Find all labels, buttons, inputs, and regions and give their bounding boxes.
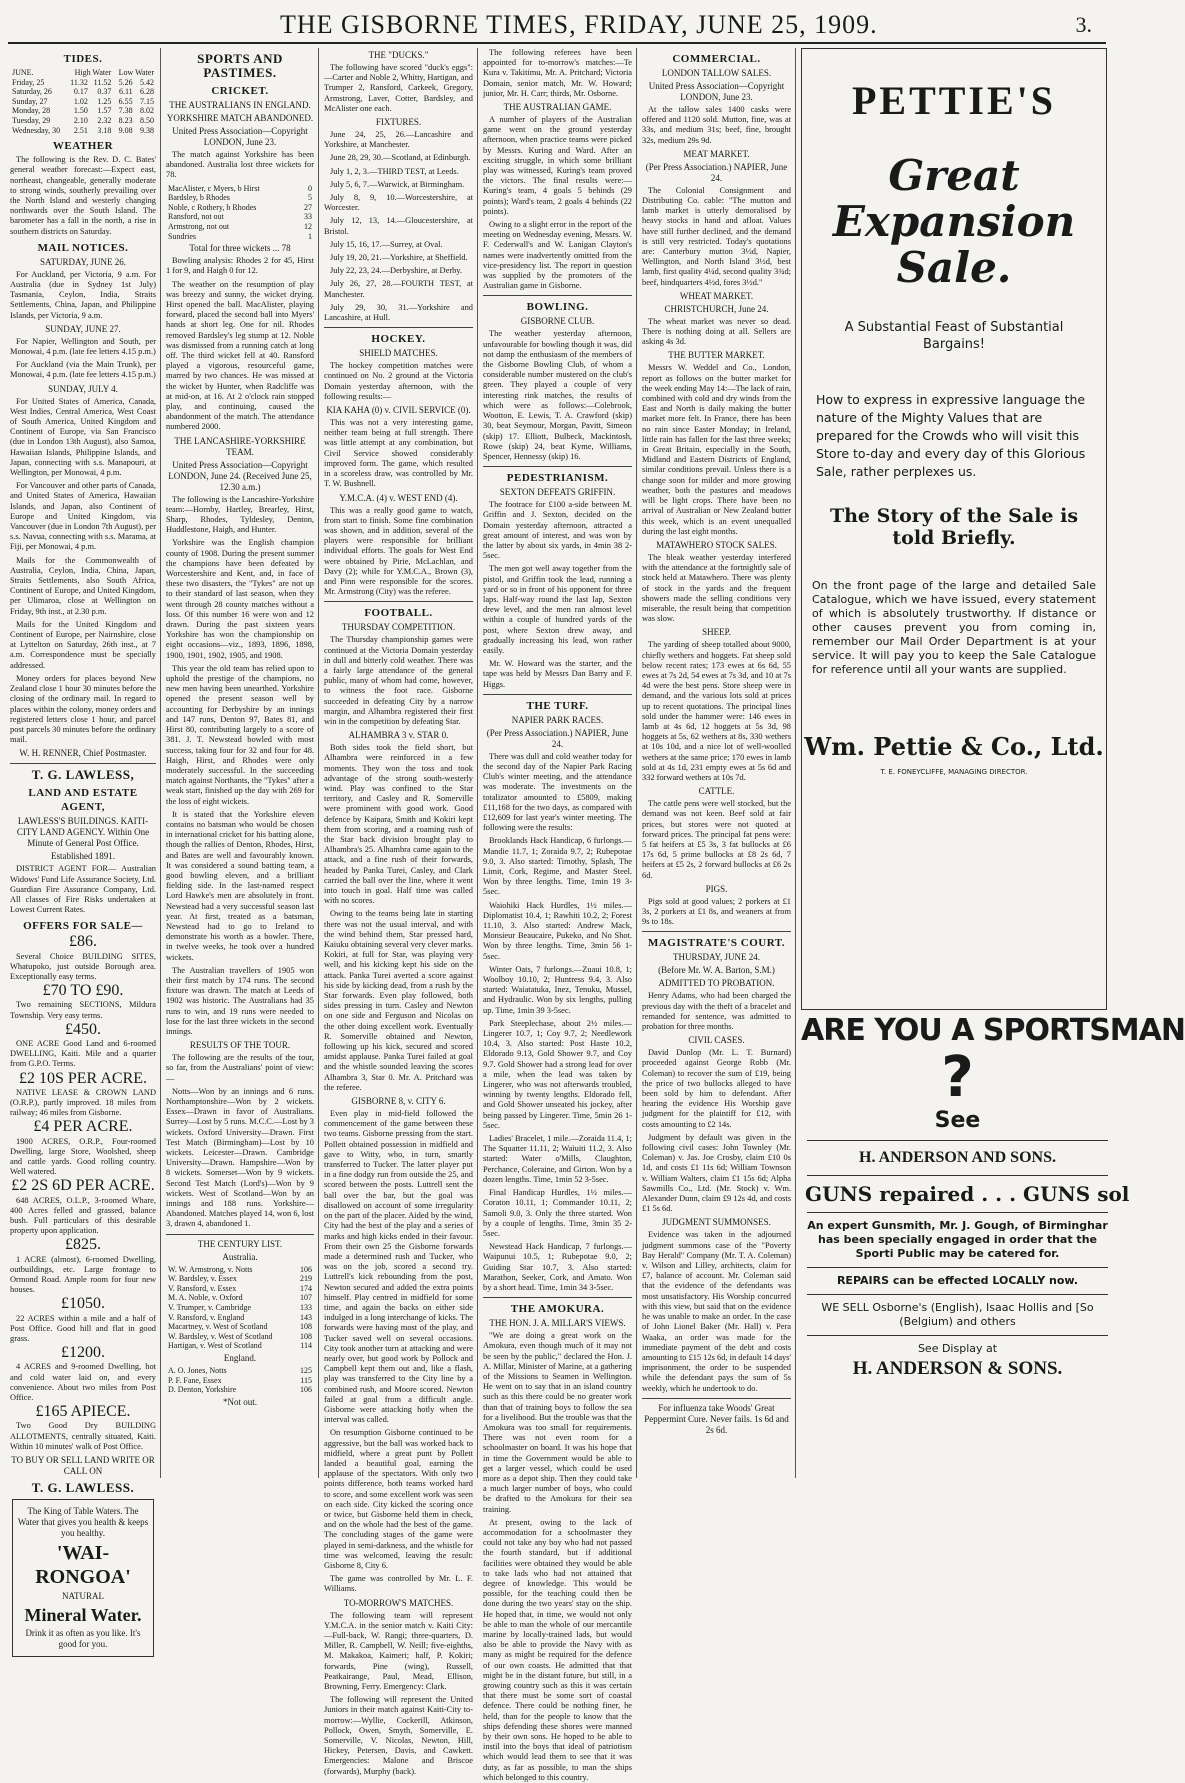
table-row: Wednesday, 30 2.51 3.18 9.08 9.38: [12, 125, 154, 135]
ad-headline: Sale.: [896, 243, 1012, 292]
table-row: Noble, c Rothery, b Rhodes 27: [168, 202, 312, 212]
century-table: [166, 1366, 314, 1395]
article-text: Waiohiki Hack Hurdles, 1½ miles.—Diplomatist 10.4, 1; Rawhiti 10.2, 2; Forest 11.10, 3. Also started: Andrew Mack, Monsieur Beaucaire, Pukeko, and No Shot. Won by three lengths. Time, 3min 56 1-5sec.: [483, 900, 632, 961]
listing-text: ONE ACRE Good Land and 6-roomed DWELLING, Kaiti. Mile and a quarter from G.P.O. Terms.: [10, 1038, 156, 1069]
article-text: The hockey competition matches were continued on No. 2 ground at the Victoria Domain yesterday afternoon, with the following results:—: [324, 361, 473, 401]
article-text: Henry Adams, who had been charged the previous day with the theft of a bracelet and remanded for sentence, was admitted to probation for three months.: [642, 991, 791, 1032]
subheading: MEAT MARKET.: [683, 148, 750, 159]
article-text: Final Handicap Hurdles, 1½ miles.—Coraton 10.11, 1; Commander 10.11, 2; Samoli 9.0, 3. Only the three started. Won by a couple of lengths. Time, 3min 35 2-5sec.: [483, 1188, 632, 1238]
page-number: 3.: [1075, 12, 1092, 37]
agent-text: DISTRICT AGENT FOR— Australian Widows' Fund Life Assurance Society, Ltd. Guardian Fire Assurance Company, Ltd. All classes of Fire Risks undertaken at Lowest Current Rates.: [10, 864, 156, 915]
subheading: CIVIL CASES.: [688, 1035, 745, 1046]
ad-body: REPAIRS can be effected LOCALLY now.: [836, 1274, 1079, 1287]
list-item: July 1, 2, 3.—THIRD TEST, at Leeds.: [330, 166, 459, 176]
subheading: THURSDAY COMPETITION.: [341, 622, 456, 633]
dateline: (Before Mr. W. A. Barton, S.M.): [658, 965, 775, 976]
divider: [483, 694, 632, 695]
subheading: PIGS.: [705, 883, 728, 894]
subheading: ALHAMBRA 3 v. STAR 0.: [348, 730, 449, 741]
dateline: United Press Association—Copyright LONDON, June 23.: [648, 81, 785, 102]
divider: [483, 1297, 632, 1298]
subheading: Australia.: [222, 1251, 258, 1262]
price: £1050.: [61, 1295, 105, 1313]
table-row: P. F. Fane, Essex 115: [168, 1375, 312, 1385]
call-to-action: TO BUY OR SELL LAND WRITE OR CALL ON: [11, 1455, 155, 1477]
table-row: W. Bardsley, v. Essex 219: [168, 1274, 312, 1284]
table-row: W. Bardsley, v. West of Scotland 108: [168, 1331, 312, 1341]
column-1: [10, 48, 156, 1650]
article-text: Newstead Hack Handicap, 7 furlongs.—Waipunui 10.5, 1; Rubepotae 9.0, 2; Guiding Star 10.7, 3. Also started: Marathon, Seeker, Cork, and Amato. Won by a short head. Time, 1min 34 3-5sec.: [483, 1242, 632, 1292]
article-text: Ladies' Bracelet, 1 mile.—Zoraida 11.4, 1; The Squatter 11.11, 2; Waiuiti 11.2, 3. Also started: Water o'Mills, Claughton, Perchance, Coleraine, and Girton. Won by a dozen lengths. Time, 1min 52 3-5sec.: [483, 1134, 632, 1184]
article-text: Pigs sold at good values; 2 porkers at £1 3s, 2 porkers at £1 8s, and weaners at from 9s to 18s.: [642, 896, 791, 927]
section-heading: SPORTS AND PASTIMES.: [197, 51, 283, 80]
subheading: WHEAT MARKET.: [679, 290, 754, 301]
article-text: David Dunlop (Mr. L. T. Burnard) proceeded against George Robb (Mr. Coleman) to recover the sum of £19, being the price of two bullocks alleged to have been sold by him to defendant. After hearing the evidence His Worship gave judgment for the plaintiff for £12, with costs amounting to £2 14s.: [642, 1048, 791, 1129]
mail-text: For Napier, Wellington and South, per Monowai, 4 p.m. (late fee letters 4.15 p.m.): [10, 336, 156, 356]
article-text: Even play in mid-field followed the commencement of the game between these two teams. Gisborne pressing from the start. Pollett obtained possession in midfield and gave to Witty, who, in turn, smartly transferred to Tucker. The latter player put in a fine dodgy run from outside the 25, and scored between the posts. Luttrell sent the ball over the bar, but the goal was disallowed on account of some irregularity on the part of the placer. Aided by the wind, City had the best of the play and a series of marks and high kicks ended in their favour. From their own 25 the Gisborne forwards made a determined rush and Tucker, who was on the job, scored a second try. Luttrell's kick rebounding from the post, Newton secured and added the extra points himself. Play centred in midfield for some time, and again the backs on either side indulged in a long interchange of kicks. The forwards were having most of the play, and Tucker saved well on several occasions. City took another turn at attacking and were nearly over, but good work by Pollock and Campbell kept them out and, like a flash, play was transferred to the City line by a combined rush, and Moore scored. Newton failed at goal from a difficult angle. Gisborne were attacking hotly when the interval was called.: [324, 1109, 473, 1425]
subheading: SHIELD MATCHES.: [359, 348, 438, 359]
ad-label: See: [934, 1108, 981, 1133]
anderson-guns-ad: [801, 1013, 1185, 1476]
divider: [324, 327, 473, 328]
list-item: July 26, 27, 28.—FOURTH TEST, at Manchester.: [324, 279, 473, 299]
column-divider: [160, 48, 161, 1478]
article-text: The following is the Lancashire-Yorkshire team:—Hornby, Hartley, Brearley, Hirst, Sharp, Rhodes, Tyldesley, Denton, Huddlestone, Haigh, and Hunter.: [166, 494, 314, 535]
article-text: The yarding of sheep totalled about 9000, chiefly wethers and hoggets. Fat sheep sold below recent rates; 173 ewes at 6s 6d, 55 ewes at 7s 2d, 54 ewes at 7s 3d, and 10 at 7s 4d were the best pens. Store sheep were in demand, and the various lots sold at prices up to recent quotations. The principal lines sold under the hammer were: 146 ewes in lamb at 4s 6d, 12 hoggets at 5s 3d, 98 hoggets at 5s, 62 wethers at 8s, 330 wethers at 10s 10d, and a nice lot of well-woolled wethers at the same price; 170 ewes in lamb sold at 4s 1d, 231 empty ewes at 5s 6d and 332 forward wethers at 10s 7d.: [642, 640, 791, 782]
offers-heading: OFFERS FOR SALE—: [23, 920, 143, 933]
ad-body: An expert Gunsmith, Mr. J. Gough, of Birminghar has been specially engaged in order that the Sporti Public may be catered for.: [807, 1219, 1108, 1260]
weather-text: The following is the Rev. D. C. Bates' general weather forecast:—Expect east, northeast, changeable, generally moderate to strong winds, southerly prevailing over the North Island and westerly changing northwards over the South Island. The barometer has a fall in the north, a rise in southern districts on Saturday.: [10, 155, 156, 236]
ad-subheadline: GUNS repaired . . . GUNS sol: [805, 1182, 1130, 1206]
subheading: Y.M.C.A. (4) v. WEST END (4).: [339, 492, 458, 503]
column-divider: [318, 48, 319, 1478]
ad-headline: ARE YOU A SPORTSMAN: [801, 1013, 1185, 1048]
article-text: Winter Oats, 7 furlongs.—Zuaui 10.8, 1; Woolboy 10.10, 2; Huntress 9.4, 3. Also started: Waiatatuka, Inez, Tenuku, Mussel, and Hydraulic. Won by six lengths, pulling up. Time, 1min 39 3-5sec.: [483, 964, 632, 1015]
mail-heading: MAIL NOTICES.: [37, 241, 129, 254]
pettie-sale-ad: [801, 48, 1107, 1010]
mail-date: SATURDAY, JUNE 26.: [39, 256, 127, 267]
ad-body: On the front page of the large and detailed Sale Catalogue, which we have issued, every statement of which is absolutely trustworthy. If distance or other causes prevent you from coming in, remember our Mail Order Department is at your service. It will pay you to keep the Sale Catalogue for reference until all your wants are supplied.: [812, 579, 1096, 676]
list-item: June 24, 25, 26.—Lancashire and Yorkshire, at Manchester.: [324, 130, 473, 150]
dateline: CHRISTCHURCH, June 24.: [664, 303, 769, 314]
advertiser-role: LAND AND ESTATE AGENT,: [28, 787, 138, 814]
price: £450.: [65, 1020, 101, 1038]
subheading: THE HON. J. A. MILLAR'S VIEWS.: [489, 1318, 626, 1329]
subheading: LONDON TALLOW SALES.: [661, 68, 772, 78]
question-mark: ?: [941, 1045, 974, 1110]
article-text: Park Steeplechase, about 2½ miles.—Lingerer 10.7, 1; Coy 9.7, 2; Needlework 10.4, 3. Also started: Post Haste 10.2, Eldorado 9.13, Gold Shower 9.7, and Coy 9.7. Gold Shower had a strong lead for over a mile, when the lead was taken by Lingerer, who was not afterwards troubled, winning by twenty lengths. Eldorado fell, and Gold Shower unseated his jockey, after being passed by Lingerer. Time, 5min 26 1-5sec.: [483, 1018, 632, 1130]
list-item: July 22, 23, 24.—Derbyshire, at Derby.: [330, 266, 463, 276]
list-item: July 29, 30, 31.—Yorkshire and Lancashire, at Hull.: [324, 302, 473, 323]
brand-name: 'WAI-RONGOA': [35, 1542, 131, 1589]
subheading: GISBORNE CLUB.: [520, 316, 595, 327]
dateline: (Per Press Association.) NAPIER, June 24.: [486, 727, 629, 749]
table-row: V. Ransford, v. Essex 174: [168, 1283, 312, 1293]
subheading: FIXTURES.: [375, 117, 422, 128]
article-text: The footrace for £100 a-side between M. Griffin and J. Sexton, decided on the Domain yesterday afternoon, attracted a great amount of interest, and was won by the latter by about six yards, in 4min 38 2-5sec.: [483, 500, 632, 561]
column-divider: [795, 48, 796, 1478]
table-row: Saturday, 26 0.17 0.37 6.11 6.28: [12, 87, 154, 97]
court-heading: MAGISTRATE'S COURT.: [647, 937, 786, 950]
cricket-heading: CRICKET.: [211, 85, 269, 97]
divider: [10, 763, 156, 764]
subheading: CATTLE.: [698, 786, 735, 797]
divider: [166, 1234, 314, 1235]
article-text: This year the old team has relied upon to uphold the prestige of the champions, no new men having been unearthed. Yorkshire opened the present season well by accounting for Derbyshire by an innings and 147 runs, Denton 97, Bates 81, and Hirst 80, contributing largely to a score of 381. J. T. Newstead bowled with most success, taking four for 32 and four for 48. Haigh, Hirst, and Rhodes were only moderately successful. In the succeeding match against Northants, the "Tykes" after a weak start, finished up the day with 269 for the loss of eight wickets.: [166, 663, 314, 806]
newspaper-title: THE GISBORNE TIMES, FRIDAY, JUNE 25, 1909.: [280, 10, 878, 39]
table-row: Ransford, not out 33: [168, 212, 312, 222]
column-divider: [477, 48, 478, 1478]
ad-label: See Display at: [917, 1342, 998, 1355]
subheading: MATAWHERO STOCK SALES.: [656, 539, 777, 550]
article-text: A number of players of the Australian game went on the ground yesterday afternoon, when practice teams were picked by Messrs. Kuring and Ward. After an exciting struggle, in which some brilliant play was witnessed, Kuring's team proved the victors. The final results were:—Kuring's team, 4 goals 5 behinds (29 points); Ward's team, 2 goals 4 behinds (22 points).: [483, 115, 632, 216]
article-text: The cattle pens were well stocked, but the demand was not keen. Beef sold at fair prices, but stores were not quoted at forward prices. The principal fat pens were: 5 fat heifers at £5 3s, 3 fat bullocks at £6 17s 6d, 5 prime bullocks at £8 2s 6d, 7 heifers at £5 2s, 2 forward bullocks at £6 2s 6d.: [642, 799, 791, 880]
list-item: June 28, 29, 30.—Scotland, at Edinburgh.: [330, 153, 471, 163]
article-text: At the tallow sales 1400 casks were offered and 1120 sold. Mutton, fine, was at 33s, and medium 31s; beef, fine, brought 32s, medium 29s 9d.: [642, 105, 791, 145]
article-text: The wheat market was never so dead. There is nothing doing at all. Sellers are asking 4s 3d.: [642, 316, 791, 347]
column-5: [642, 48, 791, 1478]
dateline: United Press Association—Copyright LONDON, June 24. (Received June 25, 12.30 a.m.): [168, 459, 312, 492]
list-item: July 5, 6, 7.—Warwick, at Birmingham.: [330, 179, 465, 189]
table-row: Monday, 28 1.50 1.57 7.38 8.02: [12, 106, 154, 116]
listing-text: 22 ACRES within a mile and a half of Post Office. Good hill and flat in good grass.: [10, 1313, 156, 1344]
list-item: July 19, 20, 21.—Yorkshire, at Sheffield.: [330, 253, 468, 263]
mail-text: For United States of America, Canada, West Indies, Central America, West Coast of South America, United Kingdom and Continent of Europe, via San Francisco (due in London 13th August), also Samoa, Hawaiian Islands, Philippine Islands, and Japan, connecting with s.s. Manapouri, at Wellington, per Monowai, 4 p.m.: [10, 396, 156, 478]
article-text: The weather yesterday afternoon, unfavourable for bowling though it was, did not damp the enthusiasm of the members of the Gisborne Bowling Club, of whom a considerable number mustered on the club's green. They played a couple of very interesting rink matches, the results of which were as follows:—Colebrook, Wootton, E. Lewis, T. A. Crawford (skip) 30, beat Seymour, Morgan, Pavitt, Simeon (skip) 17. Elliott, Bulbeck, Mackintosh, Rowe (skip) 24, beat Kyme, Williams, Spencer, Hennessy (skip) 16.: [483, 329, 632, 461]
price: £2 10S PER ACRE.: [18, 1069, 148, 1087]
subheading: THE CENTURY LIST.: [197, 1238, 283, 1249]
dateline: (Per Press Association.) NAPIER, June 24.: [645, 161, 788, 183]
ad-subheadline: The Story of the Sale is told Briefly.: [829, 505, 1079, 549]
subheading: KIA KAHA (0) v. CIVIL SERVICE (0).: [326, 405, 471, 416]
article-text: There was dull and cold weather today for the second day of the Napier Park Racing Club's winter meeting, and the attendance was moderate. The investments on the totalizator amounted to £5809, making £11,168 for the two days, as compared with £12,609 for last year's winter meeting. The following were the results:: [483, 751, 632, 833]
listing-text: 648 ACRES, O.L.P., 3-roomed Whare, 400 Acres felled and grassed, balance bush. Full particulars of this desirable property upon application.: [10, 1195, 156, 1236]
turf-heading: THE TURF.: [526, 699, 589, 712]
article-text: The match against Yorkshire has been abandoned. Australia lost three wickets for 78.: [166, 150, 314, 180]
masthead-rule: [8, 42, 1106, 44]
subheading: THE BUTTER MARKET.: [668, 350, 765, 361]
article-text: The Australian travellers of 1905 won their first match by 174 runs. The second fixture was drawn. The match at Leeds of 1902 was historic. The Australians had 35 runs to win, and 19 runs were needed to lose for the last three wickets in the second innings.: [166, 965, 314, 1036]
weather-heading: WEATHER: [52, 140, 114, 153]
article-text: Notts—Won by an innings and 6 runs. Northamptonshire—Won by 2 wickets. Essex—Drawn in favor of Australians. Surrey—Lost by 5 runs. M.C.C.—Lost by 3 wickets. Oxford University—Drawn. First Test Match (Birmingham)—Lost by 10 wickets. Leicester—Drawn. Cambridge University—Drawn. Hampshire—Won by 8 wickets. Somerset—Won by 9 wickets. Second Test Match (Lord's)—Won by 9 wickets. West of Scotland—Won by an innings and 188 runs. Yorkshire—Abandoned. Matches played 14, won 6, lost 3, drawn 4, abandoned 1.: [166, 1086, 314, 1229]
subheading: NAPIER PARK RACES.: [511, 714, 604, 725]
article-text: Owing to a slight error in the report of the meeting on Wednesday evening, Messrs. W. F. Cederwall's and W. Lanigan Clayton's names were inadvertently omitted from the vice-presidency list. The report in question was supplied by the promoters of the Australian game in Gisborne.: [483, 220, 632, 291]
table-row: A. O. Jones, Notts 125: [168, 1365, 312, 1375]
price: £165 APIECE.: [35, 1403, 131, 1421]
table-row: MacAlister, c Myers, b Hirst 0: [168, 183, 312, 193]
brand-name: PETTIE'S: [851, 78, 1057, 123]
table-row: Sunday, 27 1.02 1.25 6.55 7.15: [12, 96, 154, 106]
table-row: W. W. Armstrong, v. Notts 106: [168, 1264, 312, 1274]
ad-headline: Expansion: [832, 197, 1076, 246]
subheading: THE AUSTRALIAN GAME.: [503, 102, 612, 113]
column-4: [483, 48, 632, 1782]
list-item: July 15, 16, 17.—Surrey, at Oval.: [330, 239, 443, 249]
tides-heading: TIDES.: [63, 53, 103, 65]
century-table: [166, 1265, 314, 1351]
pedestrianism-heading: PEDESTRIANISM.: [506, 472, 609, 485]
article-text: Mr. W. Howard was the starter, and the tape was held by Messrs Dan Barry and F. Higgs.: [483, 659, 632, 689]
table-row: Macartney, v. West of Scotland 108: [168, 1322, 312, 1332]
price: £1200.: [61, 1344, 105, 1362]
mail-text: For Auckland (via the Main Trunk), per Monowai, 4 p.m. (late fee letters 4.15 p.m.): [10, 360, 156, 380]
article-text: The bleak weather yesterday interfered with the attendance at the fortnightly sale of stock held at Matawhero. There was plenty of stock in the yards and the frequent showers made the selling conditions very miserable, the result being that competition was slow.: [642, 552, 791, 624]
subheading: SEXTON DEFEATS GRIFFIN.: [499, 487, 616, 498]
subheading: YORKSHIRE MATCH ABANDONED.: [166, 113, 314, 123]
listing-text: Two Good Dry BUILDING ALLOTMENTS, centrally situated, Kaiti. Within 10 minutes' walk of Post Office.: [10, 1421, 156, 1451]
table-row: Sundries 1: [168, 231, 312, 241]
subheading: THE AUSTRALIANS IN ENGLAND.: [169, 100, 311, 110]
article-text: The men got well away together from the pistol, and Griffin took the lead, running a yard or so in front of his opponent for three laps. Half-way round the last lap, Sexton drew level, and the men ran almost level within a couple of hundred yards of the post, where Sexton drew away, and gradually increasing his lead, won rather easily.: [483, 564, 632, 655]
article-text: At present, owing to the lack of accommodation for a schoolmaster they could not take any boy who had not passed the fourth standard, but if additional facilities were obtained they would be able to take lads who had not attained that degree of knowledge. This would be possible, for the teaching could then be done during the two years' stay on the ship. He hoped that, in time, we would not only be able to man the whole of our mercantile marine by locally-trained lads, but would also be able to provide the Navy with as many as might be required for the defence of our own coasts. He admitted that that might be in the distant future, but still, in a growing country such as this it was certain that there must be some sort of coastal defence. There could be nothing finer, he held, than for the people to know that the ships defending these shores were manned by their own sons. He hoped to be able to instil into the boys that ideal of patriotism which would lead them to see that it was duty, as far as possible, to man the ships which belonged to this country.: [483, 1517, 632, 1782]
influenza-ad: For influenza take Woods' Great Peppermint Cure. Never fails. 1s 6d and 2s 6d.: [644, 1402, 789, 1435]
column-divider: [636, 48, 637, 1478]
football-heading: FOOTBALL.: [364, 607, 433, 620]
table-row: M. A. Noble, v. Oxford 107: [168, 1293, 312, 1303]
price: £825.: [65, 1236, 101, 1254]
list-item: July 12, 13, 14.—Gloucestershire, at Bristol.: [324, 216, 473, 236]
masthead: [0, 8, 1114, 38]
article-text: Yorkshire was the English champion county of 1908. During the present summer the champions have been defeated by Worcestershire and Kent, and, in face of these two disasters, the "Tykes" are not up to their standard of last season, when they went through 28 county matches without a loss. Of this number 16 were won and 12 drawn. During the past sixteen years Yorkshire has won the championship on eight occasions—viz., 1893, 1896, 1898, 1900, 1901, 1902, 1905, and 1908.: [166, 538, 314, 660]
article-text: Owing to the teams being late in starting there was not the usual interval, and with the wind behind them, Star pressed hard, Kaiuku obtaining several very clever marks. Kokiri, at full for Star, was playing very well, and his kicking kept his side on the attack. Panka Turei averted a score against his side by kicking dead, from a rush by the Star forwards. Even play followed, both sides pressing in turn. Casley and Newton on one side and Ferguson and Nicolas on the other doing excellent work. Eventually R. Somerville obtained and Newton, following up his kick, secured and scored amidst applause. Panka Turei failed at goal and the whistle sounded leaving the scores Alhambra 3, Star 0. Mr. A. Pritchard was the referee.: [324, 909, 473, 1092]
divider: [324, 601, 473, 602]
listing-text: 1 ACRE (almost), 6-roomed Dwelling, outbuildings, etc. Large frontage to Ormond Road. Ample room for four new houses.: [10, 1254, 156, 1295]
mail-date: SUNDAY, JULY 4.: [48, 383, 118, 394]
article-text: The following have scored "duck's eggs":—Carter and Noble 2, Whitty, Hartigan, and Trumper 2, Ransford, Carkeek, Gregory, Armstrong, Laver, Cotter, Bardsley, and McAlister one each.: [324, 63, 473, 113]
listing-text: 1900 ACRES, O.R.P., Four-roomed Dwelling, large Store, Woolshed, sheep and cattle yards. Good rolling country. Well watered.: [10, 1136, 156, 1177]
listing-text: NATIVE LEASE & CROWN LAND (O.R.P.), partly improved. 18 miles from railway; 46 miles from Gisborne.: [10, 1087, 156, 1118]
listing-text: 4 ACRES and 9-roomed Dwelling, hot and cold water laid on, and every convenience. About two miles from Post Office.: [10, 1362, 156, 1403]
table-header: JUNE.: [12, 68, 34, 77]
article-text: Judgment by default was given in the following civil cases: John Townley (Mr. Coleman) v. Jas. Joe Crosby, claim £10 0s 1d, and costs £1 11s 6d; William Townson v. William Walters, claim £1 15s 6d; Alpha Sawmills Co., Ltd. (Mr. Stock) v. Wm. Alexander Dunn, claim £9 12s 4d, and costs £1 5s 6d.: [642, 1132, 791, 1214]
ad-headline: Great: [888, 151, 1020, 200]
company-name: H. ANDERSON AND SONS.: [859, 1149, 1056, 1166]
advertiser-name: T. G. LAWLESS,: [31, 767, 135, 783]
advertiser-signature: T. G. LAWLESS.: [31, 1480, 135, 1496]
table-row: V. Ransford, v. England 143: [168, 1312, 312, 1322]
price: £2 2S 6D PER ACRE.: [11, 1177, 155, 1195]
article-text: The game was controlled by Mr. L. F. Williams.: [324, 1574, 473, 1594]
mail-date: SUNDAY, JUNE 27.: [45, 323, 121, 334]
score-table: [166, 184, 314, 242]
article-text: The Thursday championship games were continued at the Victoria Domain yesterday in dull and bitterly cold weather. There was a fairly large attendance of the general public, many of whom had come, however, to witness the foot race. Gisborne succeeded in defeating City by a narrow margin, and Alhambra registered their first win in the competition by defeating Star.: [324, 635, 473, 726]
article-text: The weather on the resumption of play was breezy and sunny, the wicket drying. Hirst opened the ball. MacAlister, playing forward, placed the second ball into Myers' hands at short leg. One for nil. Rhodes removed Bardsley's leg stump at 12. Noble was dismissed from a running catch at long off. The third wicket fell at 40. Ransford played a vigorous, resourceful game, marred by two chances. He was missed at the wicket by Hunter, when Radcliffe was at mid-on, at 16. At 2 o'clock rain stopped play, and continuing, caused the abandonment of the match. The attendance numbered 2000.: [166, 279, 314, 432]
divider: [642, 1398, 791, 1399]
table-row: Bardsley, b Rhodes 5: [168, 193, 312, 203]
article-text: The following are the results of the tour, so far, from the Australians' point of view:—: [166, 1053, 314, 1083]
article-text: The Colonial Consignment and Distributing Co. cable: "The mutton and lamb market is utterly demoralised by heavy stocks in hand and afloat. Values have still further declined, and the demand is still very restricted. Today's quotations are: Canterbury mutton 3½d, Napier, Wellington, and North Island 3½d, best lamb, first quality 4¼d, second quality 3¾d; beef, hindquarters 4½d, fores 3½d.": [642, 185, 791, 287]
company-name: Wm. Pettie & Co., Ltd.: [804, 732, 1104, 761]
amokura-heading: THE AMOKURA.: [510, 1303, 605, 1316]
footnote: *Not out.: [222, 1396, 257, 1407]
subheading: ADMITTED TO PROBATION.: [658, 978, 775, 989]
price: £70 TO £90.: [42, 982, 124, 1000]
article-text: This was a really good game to watch, from start to finish. Some fine combination was shown, and in addition, several of the players were responsible for brilliant individual efforts. The goals for West End were obtained by Pirie, McLachlan, and Davy (2); while for Y.M.C.A., Brown (3), and Pinn were responsible for the scores. Mr. Armstrong (City) was the referee.: [324, 505, 473, 597]
article-text: Brooklands Hack Handicap, 6 furlongs.—Mandie 11.7, 1; Zoraida 9.7, 2; Rubepotae 9.0, 3. Also started: Timothy, Splash, The Limit, Cork, Regime, and Master Steel. Won by three lengths. Time, 1min 19 3-5sec.: [483, 836, 632, 897]
subheading: GISBORNE 8, v. CITY 6.: [351, 1096, 446, 1107]
list-item: July 8, 9, 10.—Worcestershire, at Worcester.: [324, 193, 473, 213]
mail-signature: W. H. RENNER, Chief Postmaster.: [19, 748, 147, 759]
article-text: This was not a very interesting game, neither team being at full strength. There was little attempt at any combination, but Civil Service showed considerably improved form. The game, which resulted in a scoreless draw, was controlled by Mr. T. W. Bushnell.: [324, 418, 473, 489]
article-text: Messrs W. Weddel and Co., London, report as follows on the butter market for the week ending May 14:—The lack of rain, combined with cold and dry winds from the East and North is daily making the butter market more felt. In France, there has been no rain since Easter Monday; in Ireland, little rain has fallen for the last three weeks; in Great Britain, especially in the South, Midland and Eastern Districts of England, similar conditions prevail. Unless there is a change soon for milder and more growing weather, both the pastures and meadows will be light crops. There have been no arrival of Australian or New Zealand butter this week, which is an event unequalled during the last eight months.: [642, 363, 791, 536]
bowling-heading: BOWLING.: [526, 301, 589, 314]
ad-tagline: Drink it as often as you like. It's good for you.: [25, 1628, 141, 1650]
listing-text: Several Choice BUILDING SITES, Whatupoko, just outside Borough area. Exceptionally easy terms.: [10, 951, 156, 981]
ad-tagline: The King of Table Waters. The Water that gives you health & keeps you healthy.: [17, 1506, 149, 1539]
dateline: United Press Association—Copyright LONDON, June 23.: [172, 126, 308, 147]
commercial-heading: COMMERCIAL.: [672, 53, 761, 65]
divider: [483, 295, 632, 296]
subheading: THE LANCASHIRE-YORKSHIRE TEAM.: [174, 435, 306, 457]
article-text: Evidence was taken in the adjourned judgment summons case of the "Poverty Bay Herald" Company (Mr. T. A. Coleman) v. Wilson and Lilley, architects, claim for £7, balance of account. Mr. Coleman said that the evidence of the defendants was most unsatisfactory. His Worship concurred with this view, but said that on the evidence he was unable to make an order. In the case of John Lionel Baker (Mr. Hall) v. Pera Waaka, an order was made for the immediate payment of the debt and costs amounting to £15 12s 6d, in default 14 days' imprisonment, the order to be suspended while the defendant pays the sum of 5s weekly, which he undertook to do.: [642, 1230, 791, 1393]
table-header: High Water: [74, 68, 112, 77]
price: £4 PER ACRE.: [33, 1118, 133, 1136]
article-text: The following will represent the United Juniors in their match against Kaiti-City to-morrow:—Wyllie, Cockerill, Atkinson, Pollock, Owen, Smyth, Somerville, E. Somerville, V. Nicolas, Newton, Hill, Hickey, Petersen, Davis, and Cawkett. Emergencies: Malone and Briscoe (forwards), Murphy (back).: [324, 1695, 473, 1776]
ad-body: WE SELL Osborne's (English), Isaac Hollis and [So (Belgium) and others: [821, 1301, 1094, 1328]
table-row: V. Trumper, v. Cambridge 133: [168, 1303, 312, 1313]
tides-table: [10, 68, 156, 135]
subheading: THE "DUCKS.": [368, 50, 429, 60]
divider: [642, 931, 791, 932]
subheading: TO-MORROW'S MATCHES.: [343, 1597, 454, 1608]
mail-text: For Vancouver and other parts of Canada, and United States of America, Hawaiian Islands, and Japan, also Continent of Europe and United Kingdom, via Vancouver (due in London 7th August), per s.s. Navua, connecting with s.s. Marama, at Fiji, per Monowai, 4 p.m.: [10, 481, 156, 552]
mail-text: For Auckland, per Victoria, 9 a.m. For Australia (due in Sydney 1st July) Tasmania, Ceylon, India, Straits Settlements, China, Japan, and Philippine Islands, per Victoria, 9 a.m.: [10, 269, 156, 320]
subheading: JUDGMENT SUMMONSES.: [662, 1217, 771, 1228]
hockey-heading: HOCKEY.: [371, 333, 426, 346]
mail-text: Mails for the Commonwealth of Australia, Ceylon, India, China, Japan, Straits Settlements, also South Africa, Continent of Europe, and United Kingdom, per Ulimaroa, close at Wellington on Friday, 9th inst., at 2.30 p.m.: [10, 555, 156, 616]
table-row: D. Denton, Yorkshire 106: [168, 1385, 312, 1395]
table-row: Armstrong, not out 12: [168, 221, 312, 231]
established-date: Established 1891.: [51, 851, 115, 862]
ad-label: NATURAL: [62, 1591, 104, 1602]
mail-text: Money orders for places beyond New Zealand close 1 hour 30 minutes before the closing of the ordinary mail. In regard to places within the colony, money orders and registered letters close 1 hour, and parcel post parcels 30 minutes before the ordinary mail.: [10, 673, 156, 745]
subheading: England.: [223, 1352, 257, 1363]
listing-text: Two remaining SECTIONS, Mildura Township. Very easy terms.: [10, 1000, 156, 1020]
ad-body: How to express in expressive language the nature of the Mighty Values that are prepared for the Crowds who will visit this Store to-day and every day of this Glorious Sale, rather perplexes us.: [816, 392, 1086, 479]
article-text: "We are doing a great work on the Amokura, even though much of it may not be seen by the public," declared the Hon. J. A. Millar, Minister of Marine, at a gathering of the Missions to Seamen in Wellington. He went on to say that in an island country such as this there could be no greater work than that of training boys to follow the sea for a livelihood. But the trouble was that the Amokura was too small for requirements. There was not even room for a schoolmaster on board. It was his hope that in time the Government would be able to get a larger vessel, which could be used more as a depot ship. Then they could take a much larger number of boys, who could be drafted to the Amokura for their sea training.: [483, 1331, 632, 1514]
article-text: It is stated that the Yorkshire eleven contains no batsman who would be chosen in international cricket for his batting alone, though the rallies of Denton, Rhodes, Hirst, and Bates are well and favourably known. It was considered a sound batting team, a good bowling eleven, and a brilliant fielding side. In the last-named respect Lord Hawke's men are absolutely in front. Newstead had a very successful season last year. At first, treated as a batsman, Newstead had to go to Ireland to demonstrate his worth as a bowler. There, in twelve weeks, he took over a hundred wickets.: [166, 809, 314, 962]
article-text: Bowling analysis: Rhodes 2 for 45, Hirst 1 for 9, and Haigh 0 for 12.: [166, 256, 314, 276]
table-row: Hartigan, v. West of Scotland 114: [168, 1341, 312, 1351]
article-text: On resumption Gisborne continued to be aggressive, but the ball was worked back to midfield, where a great punt by Pollett landed a beautiful goal, earning the applause of the spectators. With only two points difference, both teams worked hard to score, and some excellent work was seen on each side. City kicked the scoring once or twice, but Gisborne held them in check, and on the whole had the best of the game. The concluding stages of the game were played in semi-darkness, and the whistle for time was welcomed, leaving the result: Gisborne 8, City 6.: [324, 1428, 473, 1570]
column-3: [324, 48, 473, 1776]
product-name: Mineral Water.: [24, 1605, 142, 1626]
table-row: Tuesday, 29 2.10 2.32 8.23 8.50: [12, 115, 154, 125]
article-text: The following referees have been appointed for to-morrow's matches:—Te Kura v. Takitimu, Mr. A. Pritchard; Victoria Domain, senior match, Mr. W. Howard; junior, Mr. H. Carr; thirds, Mr. Osborne.: [483, 48, 632, 98]
subheading: RESULTS OF THE TOUR.: [189, 1040, 291, 1051]
table-row: Friday, 25 11.32 11.52 5.26 5.42: [12, 77, 154, 87]
divider: [483, 466, 632, 467]
article-text: The following team will represent Y.M.C.A. in the senior match v. Kaiti City:—Full-back, W. Rangi; three-quarters, D. Miller, R. Campbell, W. Neill; five-eighths, M. Makakoa, Kaimeri; half, P. Kokiri; forwards, Pine (wing), Russell, Peatkairange, Paul, Mead, Ellison, Browning, Ferry. Emergency: Clark.: [324, 1610, 473, 1692]
ad-subheadline: A Substantial Feast of Substantial Bargains!: [844, 320, 1064, 352]
mineral-water-ad: [12, 1499, 154, 1657]
score-total: Total for three wickets ... 78: [189, 243, 291, 254]
company-name: H. ANDERSON & SONS.: [852, 1358, 1063, 1379]
table-header: Low Water: [118, 68, 154, 77]
manager-name: T. E. FONEYCLIFFE, MANAGING DIRECTOR.: [880, 768, 1028, 776]
dateline: THURSDAY, JUNE 24.: [672, 952, 761, 963]
article-text: Both sides took the field short, but Alhambra were reinforced in a few moments. They won the toss and took advantage of the strong south-westerly wind. Play was confined to the Star territory, and Casley and R. Somerville were prominent with good work. Good defence by Kaipara, Smith and Kokiri kept them from scoring, and a roaming rush of the Star back division brought play to Alhambra's 25. Alhambra came again to the attack, and a fine rush of their forwards, headed by Panka Turei, Casley, and Clark carried the ball over the line, where it went into touch in goal. Half time was called with no scores.: [324, 743, 473, 906]
price: £86.: [69, 933, 97, 951]
subheading: SHEEP.: [702, 627, 731, 638]
column-2: [166, 48, 314, 1478]
mail-text: Mails for the United Kingdom and Continent of Europe, per Nairnshire, close at Lyttelton on Saturday, 26th inst., at 7 a.m. Correspondence must be specially addressed.: [10, 619, 156, 670]
advertiser-address: LAWLESS'S BUILDINGS. KAITI-CITY LAND AGENCY. Within One Minute of General Post Office.: [16, 816, 150, 849]
